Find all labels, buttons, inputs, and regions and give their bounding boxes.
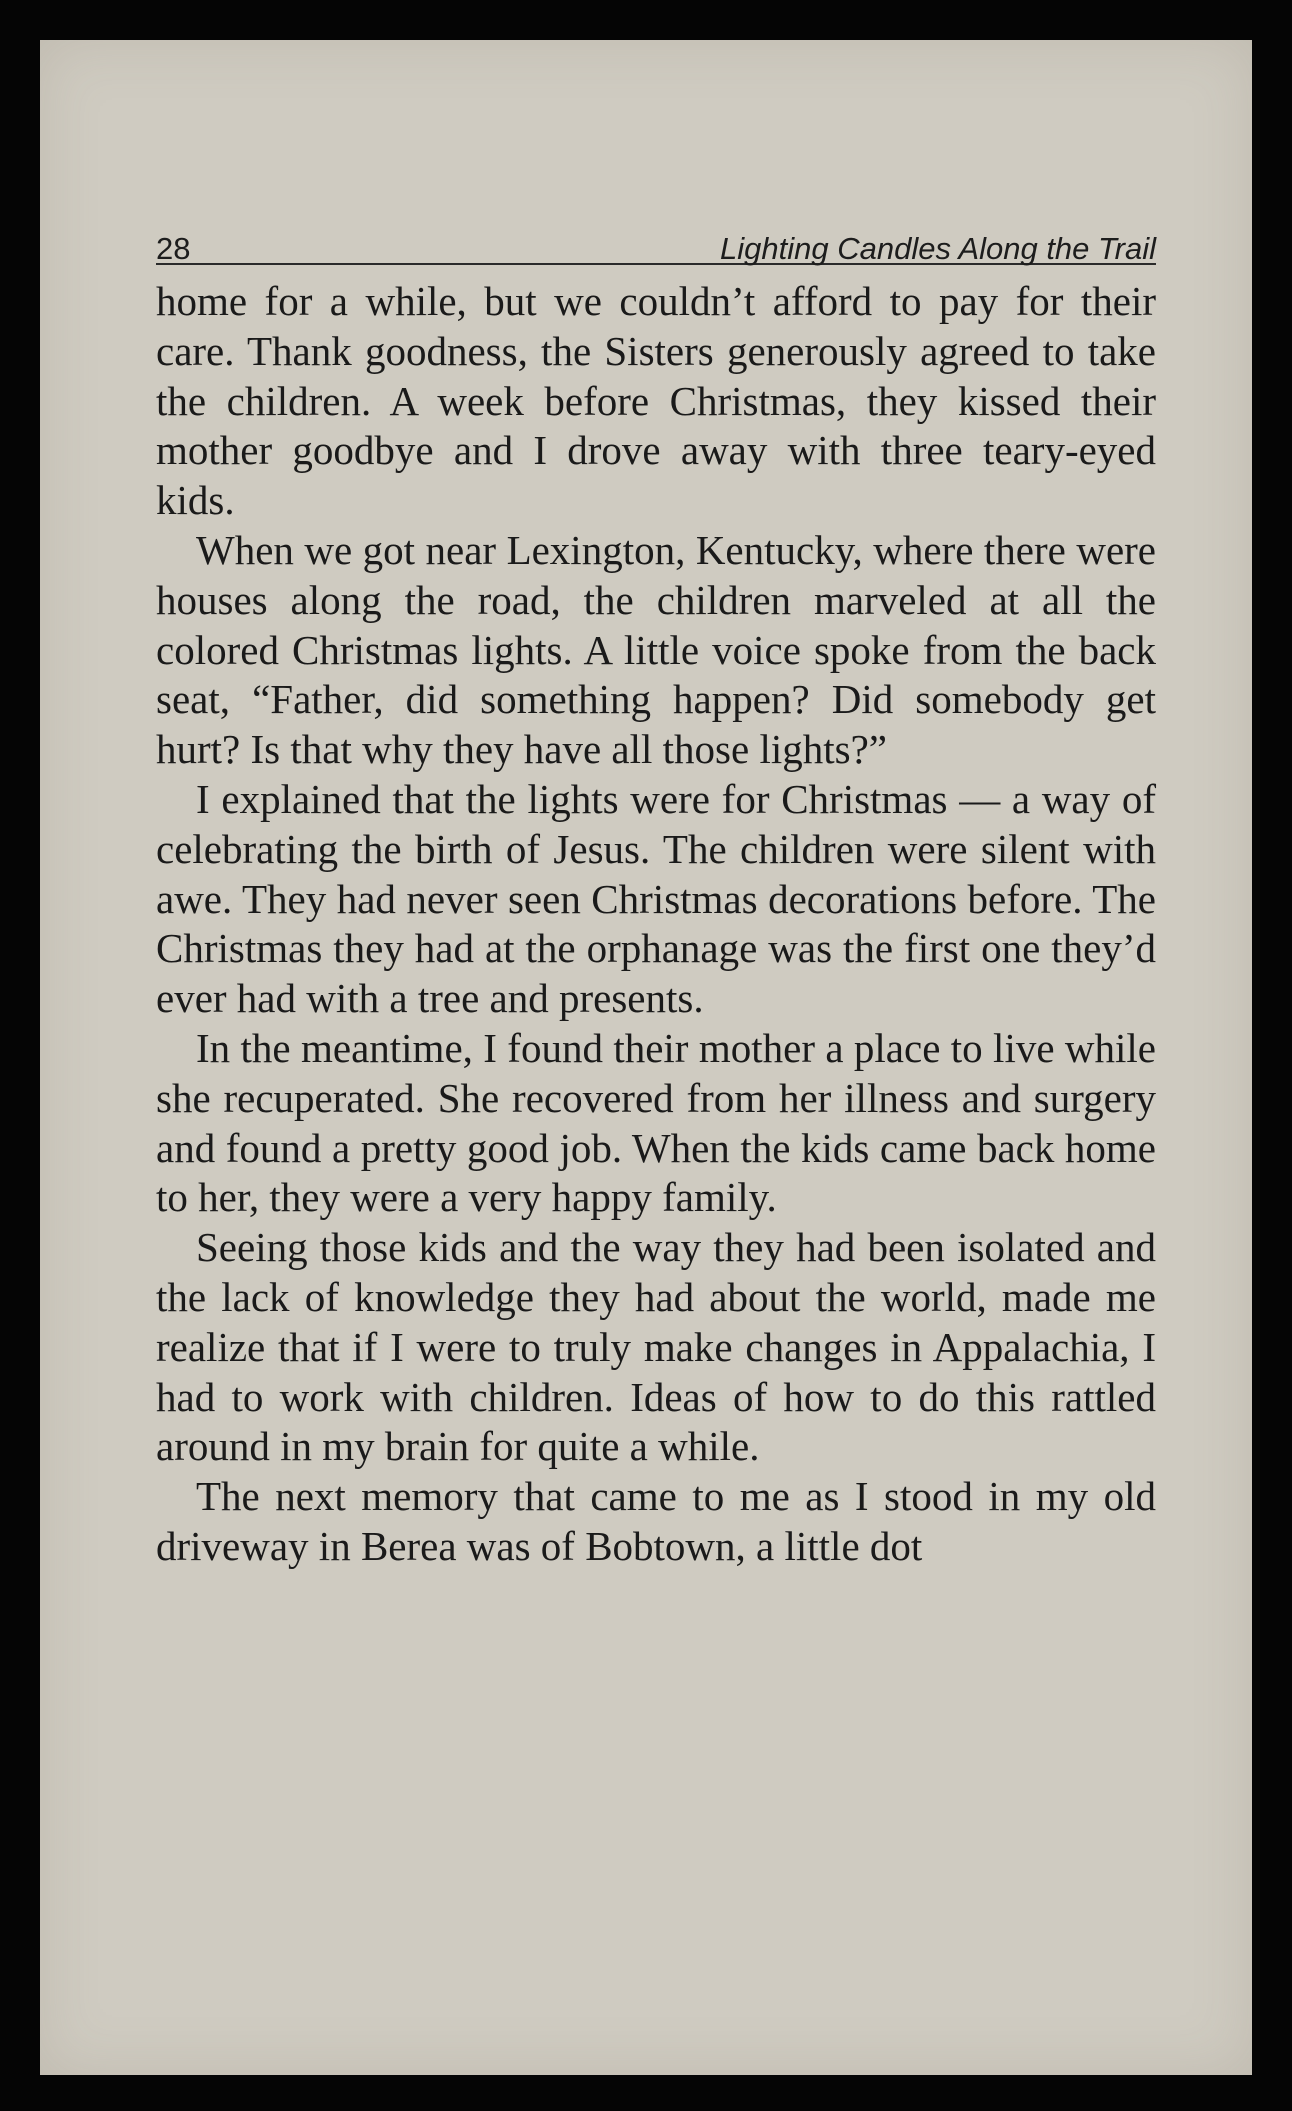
paragraph: Seeing those kids and the way they had been isolated and the lack of knowledge they had about the world, made me realize that if I were to truly make changes in Appalachia, I had to work with children. Ideas of how to do this rattled around in my brain for quite a while. (156, 1224, 1156, 1470)
body-text (156, 277, 1156, 1572)
paragraph: When we got near Lexington, Kentucky, where there were houses along the road, the children marveled at all the colored Christmas lights. A little voice spoke from the back seat, “Father, did something happen? Did somebody get hurt? Is that why they have all those lights?” (156, 526, 1156, 773)
paragraph: In the meantime, I found their mother a place to live while she recuperated. She recovered from her illness and surgery and found a pretty good job. When the kids came back home to her, they were a very happy family. (156, 1024, 1156, 1221)
running-title: Lighting Candles Along the Trail (720, 231, 1156, 266)
paragraph: I explained that the lights were for Christmas — a way of celebrating the birth of Jesus. The children were silent with awe. They had never seen Christmas decorations before. The Christmas they had at the orphanage was the first one they’d ever had with a tree and presents. (156, 775, 1156, 1022)
running-header (156, 185, 1156, 265)
paragraph: home for a while, but we couldn’t afford to pay for their care. Thank goodness, the Sisters generously agreed to take the children. A week before Christmas, they kissed their mother goodbye and I drove away with three teary-eyed kids. (156, 278, 1156, 524)
page-number: 28 (156, 231, 191, 266)
paragraph: The next memory that came to me as I stood in my old driveway in Berea was of Bobtown, a little dot (156, 1473, 1156, 1569)
